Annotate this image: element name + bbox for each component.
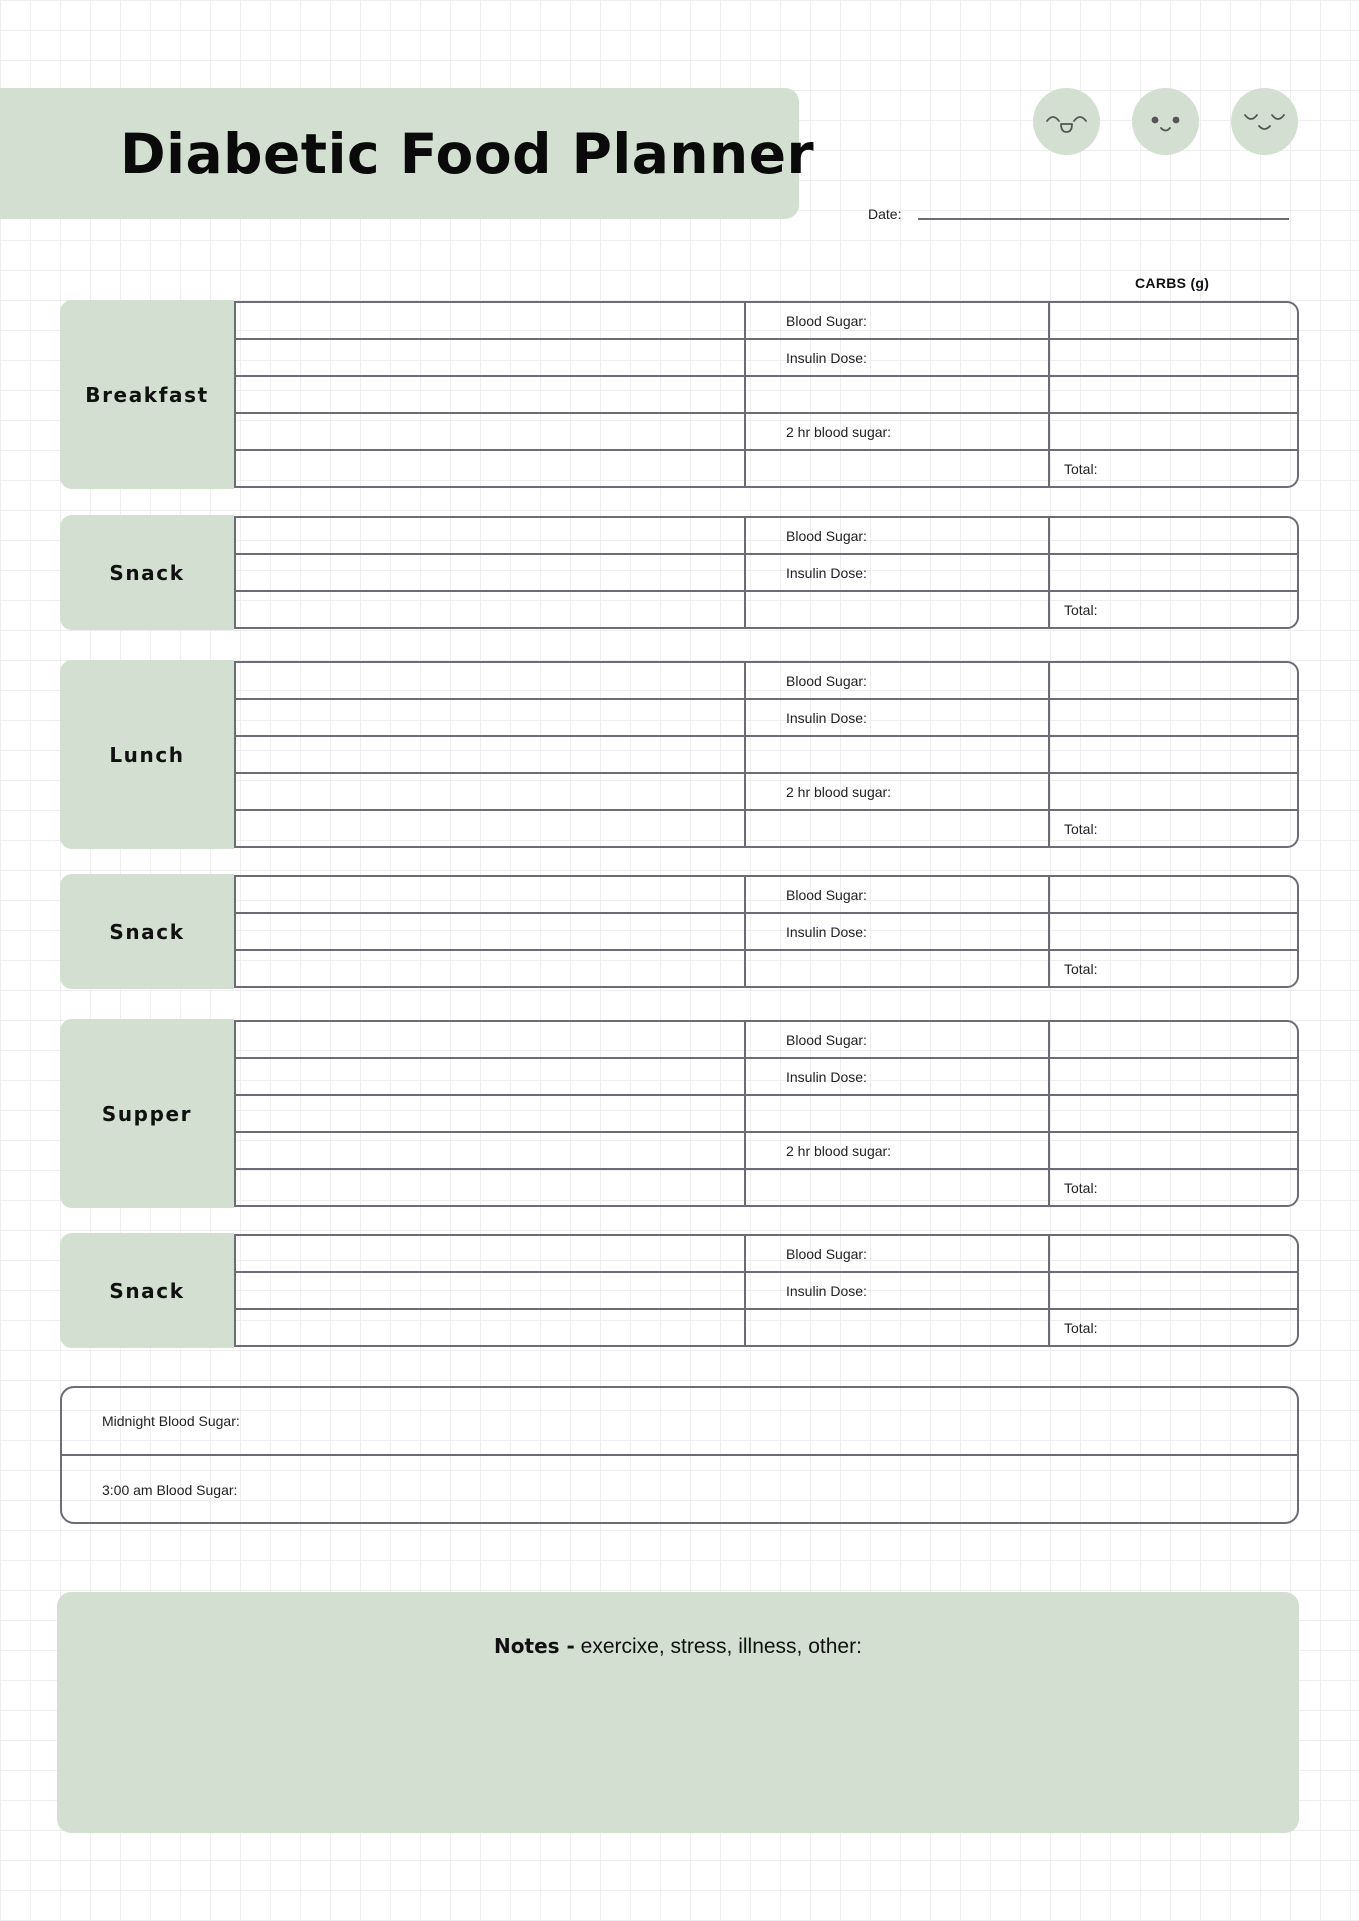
meal-section-snack (60, 1233, 1299, 1348)
carbs-cell[interactable] (1050, 1133, 1297, 1168)
carbs-cell[interactable] (1050, 663, 1297, 698)
carbs-cell[interactable] (1050, 303, 1297, 338)
food-entry-cell[interactable] (236, 1273, 746, 1308)
reading-cell[interactable] (746, 737, 1050, 772)
midnight-blood-sugar-label: Midnight Blood Sugar: (102, 1413, 240, 1429)
carbs-cell[interactable] (1050, 518, 1297, 553)
content-face-icon (1231, 88, 1298, 155)
table-row (236, 340, 1297, 377)
food-entry-cell[interactable] (236, 877, 746, 912)
table-row (236, 700, 1297, 737)
food-entry-cell[interactable] (236, 518, 746, 553)
food-entry-cell[interactable] (236, 663, 746, 698)
table-row (236, 518, 1297, 555)
food-entry-cell[interactable] (236, 914, 746, 949)
food-entry-cell[interactable] (236, 1022, 746, 1057)
table-row (236, 737, 1297, 774)
reading-cell[interactable]: Blood Sugar: (746, 877, 1050, 912)
carbs-cell[interactable] (1050, 1059, 1297, 1094)
overnight-blood-sugar-box (60, 1386, 1299, 1524)
notes-title-bold: Notes - (494, 1634, 575, 1658)
food-entry-cell[interactable] (236, 774, 746, 809)
three-am-blood-sugar-row[interactable] (62, 1456, 1297, 1524)
food-entry-cell[interactable] (236, 811, 746, 846)
food-entry-cell[interactable] (236, 555, 746, 590)
reading-cell[interactable] (746, 811, 1050, 846)
table-row (236, 914, 1297, 951)
table-row (236, 663, 1297, 700)
table-row (236, 1096, 1297, 1133)
meal-label: Snack (60, 515, 234, 630)
table-row (236, 555, 1297, 592)
table-row (236, 303, 1297, 340)
table-row (236, 877, 1297, 914)
table-row (236, 377, 1297, 414)
reading-cell[interactable]: Insulin Dose: (746, 700, 1050, 735)
meal-grid (234, 516, 1299, 629)
food-entry-cell[interactable] (236, 700, 746, 735)
reading-cell[interactable]: Insulin Dose: (746, 340, 1050, 375)
reading-cell[interactable]: 2 hr blood sugar: (746, 414, 1050, 449)
reading-cell[interactable]: Insulin Dose: (746, 914, 1050, 949)
notes-title-rest: exercixe, stress, illness, other: (574, 1635, 862, 1658)
meal-section-snack (60, 874, 1299, 989)
reading-cell[interactable] (746, 1170, 1050, 1205)
food-entry-cell[interactable] (236, 951, 746, 986)
reading-cell[interactable]: Blood Sugar: (746, 1236, 1050, 1271)
table-row (236, 1059, 1297, 1096)
carbs-cell[interactable] (1050, 1273, 1297, 1308)
meal-label: Supper (60, 1019, 234, 1208)
carbs-cell[interactable]: Total: (1064, 1319, 1098, 1336)
reading-cell[interactable]: 2 hr blood sugar: (746, 774, 1050, 809)
neutral-face-icon (1132, 88, 1199, 155)
meal-grid (234, 661, 1299, 848)
table-row (236, 414, 1297, 451)
meal-grid (234, 1020, 1299, 1207)
food-entry-cell[interactable] (236, 377, 746, 412)
smiling-face-icon (1033, 88, 1100, 155)
reading-cell[interactable]: Insulin Dose: (746, 1273, 1050, 1308)
meal-label: Snack (60, 874, 234, 989)
reading-cell[interactable]: Blood Sugar: (746, 518, 1050, 553)
food-entry-cell[interactable] (236, 303, 746, 338)
reading-cell[interactable] (746, 951, 1050, 986)
food-entry-cell[interactable] (236, 1310, 746, 1345)
table-row (236, 451, 1297, 486)
notes-title (57, 1634, 1299, 1659)
reading-cell[interactable]: Blood Sugar: (746, 663, 1050, 698)
carbs-cell[interactable]: Total: (1064, 960, 1098, 977)
carbs-cell[interactable]: Total: (1064, 460, 1098, 477)
reading-cell[interactable] (746, 1310, 1050, 1345)
food-entry-cell[interactable] (236, 737, 746, 772)
reading-cell[interactable]: Blood Sugar: (746, 1022, 1050, 1057)
meal-grid (234, 875, 1299, 988)
reading-cell[interactable]: Insulin Dose: (746, 555, 1050, 590)
carbs-cell[interactable]: Total: (1064, 820, 1098, 837)
meal-label: Breakfast (60, 300, 234, 489)
carbs-cell[interactable] (1050, 340, 1297, 375)
carbs-cell[interactable] (1050, 737, 1297, 772)
meal-label: Lunch (60, 660, 234, 849)
food-entry-cell[interactable] (236, 451, 746, 486)
carbs-cell[interactable] (1050, 774, 1297, 809)
meal-section-lunch (60, 660, 1299, 849)
reading-cell[interactable]: Blood Sugar: (746, 303, 1050, 338)
meal-label: Snack (60, 1233, 234, 1348)
table-row (236, 1310, 1297, 1345)
food-entry-cell[interactable] (236, 1170, 746, 1205)
table-row (236, 1273, 1297, 1310)
reading-cell[interactable]: Insulin Dose: (746, 1059, 1050, 1094)
food-entry-cell[interactable] (236, 592, 746, 627)
table-row (236, 1236, 1297, 1273)
reading-cell[interactable] (746, 451, 1050, 486)
reading-cell[interactable]: 2 hr blood sugar: (746, 1133, 1050, 1168)
food-entry-cell[interactable] (236, 414, 746, 449)
table-row (236, 1133, 1297, 1170)
table-row (236, 811, 1297, 846)
food-entry-cell[interactable] (236, 1059, 746, 1094)
meal-section-snack (60, 515, 1299, 630)
carbs-cell[interactable] (1050, 1022, 1297, 1057)
reading-cell[interactable] (746, 1096, 1050, 1131)
carbs-cell[interactable]: Total: (1064, 1179, 1098, 1196)
table-row (236, 1170, 1297, 1205)
carbs-cell[interactable] (1050, 1236, 1297, 1271)
carbs-cell[interactable] (1050, 700, 1297, 735)
reading-cell[interactable] (746, 592, 1050, 627)
carbs-cell[interactable] (1050, 1096, 1297, 1131)
food-entry-cell[interactable] (236, 1236, 746, 1271)
meal-grid (234, 1234, 1299, 1347)
page-title: Diabetic Food Planner (120, 122, 815, 186)
reading-cell[interactable] (746, 377, 1050, 412)
food-entry-cell[interactable] (236, 1096, 746, 1131)
notes-box[interactable] (57, 1592, 1299, 1833)
carbs-cell[interactable] (1050, 377, 1297, 412)
carbs-cell[interactable] (1050, 555, 1297, 590)
food-entry-cell[interactable] (236, 340, 746, 375)
meal-section-breakfast (60, 300, 1299, 489)
meal-grid (234, 301, 1299, 488)
table-row (236, 774, 1297, 811)
midnight-blood-sugar-row[interactable] (62, 1388, 1297, 1456)
three-am-blood-sugar-label: 3:00 am Blood Sugar: (102, 1482, 238, 1498)
carbs-cell[interactable] (1050, 877, 1297, 912)
food-entry-cell[interactable] (236, 1133, 746, 1168)
table-row (236, 592, 1297, 627)
date-field-line[interactable] (918, 218, 1289, 220)
meal-section-supper (60, 1019, 1299, 1208)
carbs-cell[interactable] (1050, 914, 1297, 949)
carbs-cell[interactable] (1050, 414, 1297, 449)
carbs-cell[interactable]: Total: (1064, 601, 1098, 618)
table-row (236, 951, 1297, 986)
table-row (236, 1022, 1297, 1059)
date-label: Date: (868, 206, 902, 222)
carbs-column-header: CARBS (g) (1135, 275, 1210, 291)
